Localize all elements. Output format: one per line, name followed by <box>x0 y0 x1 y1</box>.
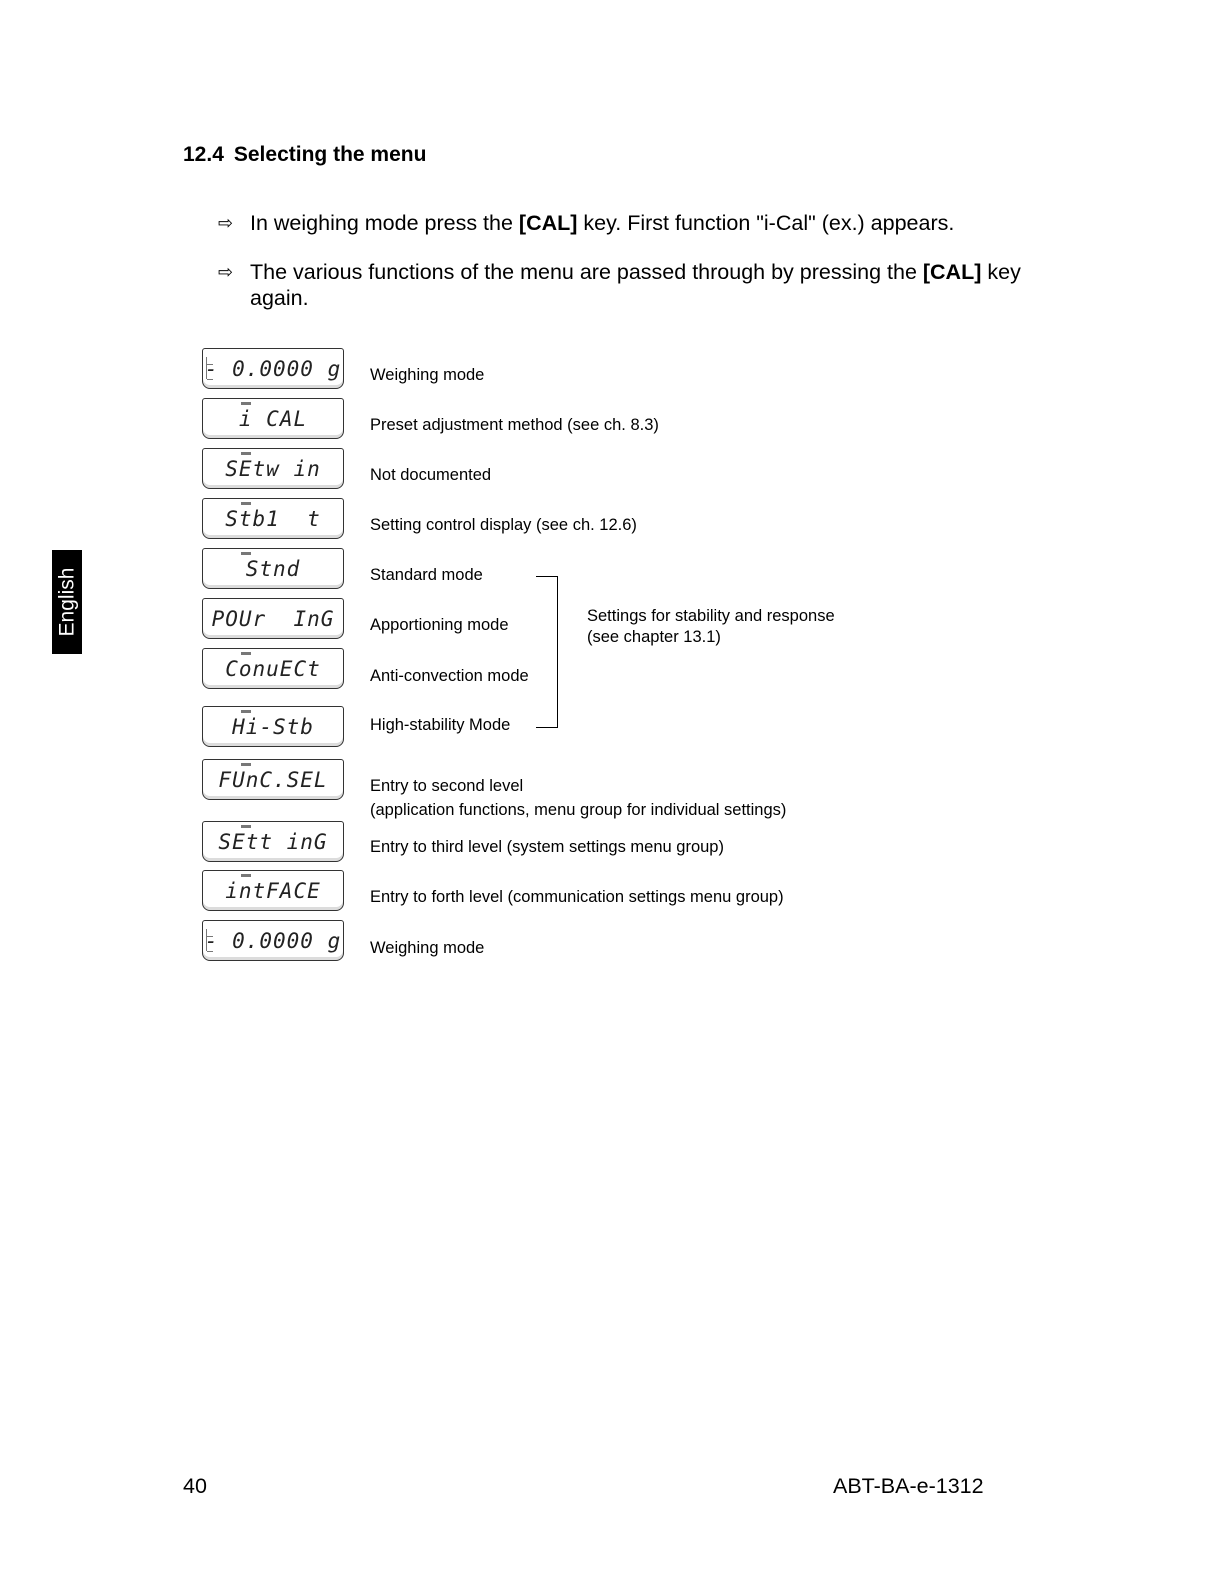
lcd-display: Stnd <box>202 548 344 589</box>
lcd-display: SEtt inG <box>202 821 344 862</box>
menu-label: High-stability Mode <box>370 716 511 734</box>
lcd-display: POUr InG <box>202 598 344 639</box>
lcd-display: intFACE <box>202 870 344 911</box>
menu-label: Weighing mode <box>370 939 485 957</box>
arrow-right-icon: ⇨ <box>218 262 234 282</box>
lcd-display: Stb1 t <box>202 498 344 539</box>
instruction-text: The various functions of the menu are passed through by pressing the [CAL] key again. <box>250 260 1021 310</box>
lcd-display: Hi-Stb <box>202 706 344 747</box>
language-tab <box>52 550 82 654</box>
group-bracket-bottom <box>536 727 558 728</box>
section-number: 12.4 <box>183 143 224 166</box>
cal-key: [CAL] <box>518 211 578 235</box>
document-code: ABT-BA-e-1312 <box>833 1474 984 1498</box>
menu-label: Anti-convection mode <box>370 667 529 685</box>
group-note <box>587 606 835 648</box>
lcd-display: ConuECt <box>202 648 344 689</box>
lcd-display: SEtw in <box>202 448 344 489</box>
lcd-display: - 0.0000 g <box>202 348 344 389</box>
menu-label: Standard mode <box>370 566 483 584</box>
menu-label: Preset adjustment method (see ch. 8.3) <box>370 416 659 434</box>
section-heading <box>183 143 426 167</box>
section-title: Selecting the menu <box>233 143 427 166</box>
group-bracket-top <box>536 576 558 577</box>
group-bracket-vertical <box>557 576 558 728</box>
arrow-right-icon: ⇨ <box>218 213 234 233</box>
instruction-text: In weighing mode press the [CAL] key. First function "i-Cal" (ex.) appears. <box>250 211 955 235</box>
menu-label: Entry to second level <box>370 777 524 795</box>
cal-key: [CAL] <box>922 260 982 284</box>
group-note-line2: (see chapter 13.1) <box>587 628 721 646</box>
page-number: 40 <box>183 1474 207 1498</box>
menu-label-sub: (application functions, menu group for individual settings) <box>370 801 787 819</box>
menu-label: Weighing mode <box>370 366 485 384</box>
lcd-display: FUnC.SEL <box>202 759 344 800</box>
menu-label: Setting control display (see ch. 12.6) <box>370 516 637 534</box>
menu-label: Entry to third level (system settings menu group) <box>370 838 724 856</box>
instruction-1 <box>218 210 1028 238</box>
instruction-2 <box>218 259 1028 313</box>
menu-label: Entry to forth level (communication settings menu group) <box>370 888 784 906</box>
menu-label: Apportioning mode <box>370 616 509 634</box>
group-note-line1: Settings for stability and response <box>587 607 835 625</box>
lcd-display: i CAL <box>202 398 344 439</box>
lcd-display: - 0.0000 g <box>202 920 344 961</box>
language-tab-label: English <box>55 567 79 637</box>
menu-label: Not documented <box>370 466 492 484</box>
